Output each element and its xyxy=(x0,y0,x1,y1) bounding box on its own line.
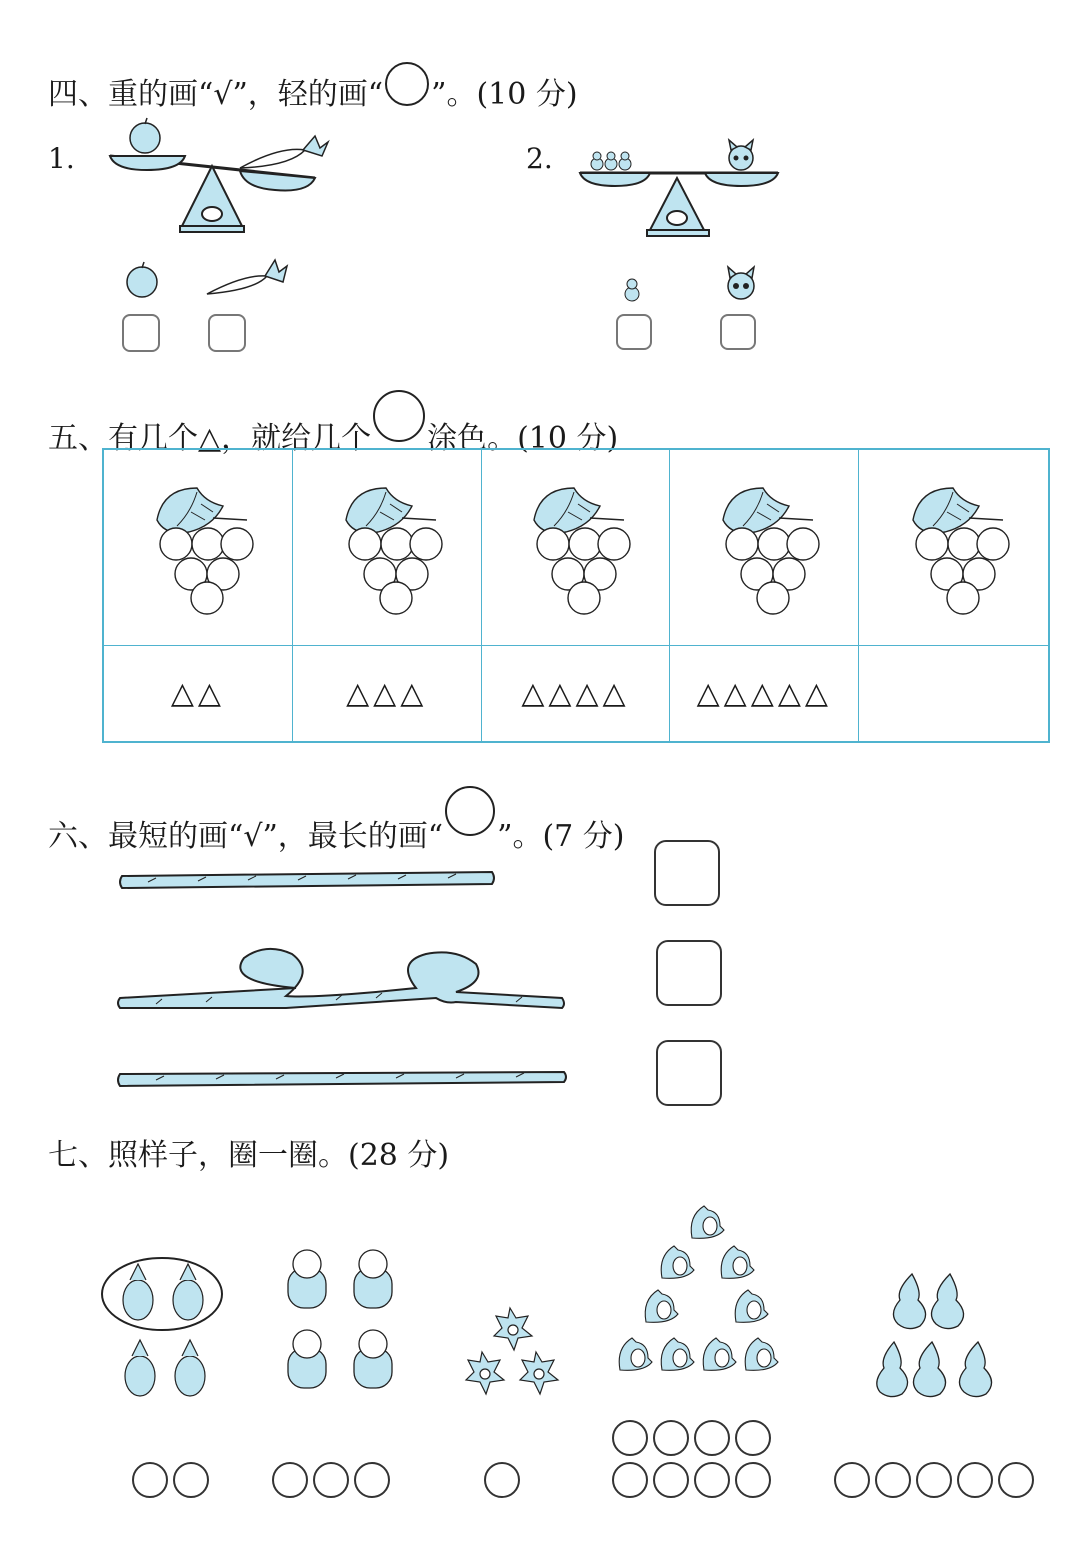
hedgehog-icon xyxy=(619,1338,652,1370)
answer-circle[interactable] xyxy=(957,1462,993,1498)
balance-scale-1 xyxy=(100,118,340,238)
grape-icon xyxy=(332,482,442,612)
grape-icon xyxy=(709,482,819,612)
answer-circle[interactable] xyxy=(653,1420,689,1456)
grape-cell-2[interactable] xyxy=(293,450,482,646)
hedgehog-icon xyxy=(745,1338,778,1370)
carrot-icon xyxy=(240,136,328,168)
answer-circle[interactable] xyxy=(875,1462,911,1498)
answer-circle[interactable] xyxy=(612,1462,648,1498)
answer-circle[interactable] xyxy=(916,1462,952,1498)
answer-circle[interactable] xyxy=(173,1462,209,1498)
rope-long xyxy=(116,1066,570,1090)
hedgehog-icon xyxy=(661,1246,694,1278)
answer-circle[interactable] xyxy=(484,1462,520,1498)
section5-title: 五、有几个△，就给几个 涂色。(10 分) xyxy=(48,390,618,459)
pear-group xyxy=(870,1270,1014,1400)
pineapple-group xyxy=(100,1256,230,1402)
grape-count-table xyxy=(102,448,1050,743)
rope-looped xyxy=(116,942,568,1014)
grape-icon xyxy=(899,482,1009,612)
cat-icon xyxy=(723,264,759,304)
triangle-cell-4 xyxy=(670,646,859,741)
hedgehog-icon xyxy=(661,1338,694,1370)
sheep-group xyxy=(282,1244,402,1400)
answer-circle[interactable] xyxy=(735,1462,771,1498)
answer-circle[interactable] xyxy=(272,1462,308,1498)
hedgehog-group xyxy=(618,1200,790,1400)
answer-box-carrot[interactable] xyxy=(208,314,246,352)
triangle-count: △△ xyxy=(170,676,225,711)
balance-scale-2 xyxy=(575,138,785,238)
answer-circle[interactable] xyxy=(653,1462,689,1498)
triangle-count: △△△△ xyxy=(521,676,630,711)
apple-icon xyxy=(130,118,160,153)
answer-box-rope-2[interactable] xyxy=(656,940,722,1006)
answer-box-rope-3[interactable] xyxy=(656,1040,722,1106)
grape-cell-3[interactable] xyxy=(482,450,671,646)
grape-cell-4[interactable] xyxy=(670,450,859,646)
apple-icon xyxy=(122,260,162,300)
answer-circle[interactable] xyxy=(735,1420,771,1456)
triangle-cell-3 xyxy=(482,646,671,741)
carrot-icon xyxy=(205,256,290,301)
answer-circle[interactable] xyxy=(313,1462,349,1498)
triangle-cell-5 xyxy=(859,646,1048,741)
circle-symbol-icon xyxy=(445,786,495,836)
circle-symbol-icon xyxy=(373,390,425,442)
triangle-count: △△△ xyxy=(346,676,428,711)
answer-circle[interactable] xyxy=(354,1462,390,1498)
answer-circle[interactable] xyxy=(694,1462,730,1498)
cat-icon xyxy=(729,140,753,170)
answer-circle[interactable] xyxy=(834,1462,870,1498)
example-ring-icon xyxy=(102,1258,222,1330)
hedgehog-icon xyxy=(645,1290,678,1322)
rope-short xyxy=(118,868,498,892)
item-2-number: 2. xyxy=(526,142,553,175)
circle-symbol-icon xyxy=(385,62,429,106)
grape-icon xyxy=(143,482,253,612)
grape-cell-1[interactable] xyxy=(104,450,293,646)
section6-title: 六、最短的画“√”，最长的画“ ”。(7 分) xyxy=(48,786,625,857)
triangle-count: △△△△△ xyxy=(696,676,832,711)
item-1-number: 1. xyxy=(48,142,75,175)
answer-circle[interactable] xyxy=(612,1420,648,1456)
answer-circle[interactable] xyxy=(132,1462,168,1498)
flower-group xyxy=(458,1300,564,1400)
answer-box-cat[interactable] xyxy=(720,314,756,350)
answer-box-apple[interactable] xyxy=(122,314,160,352)
hedgehog-icon xyxy=(703,1338,736,1370)
triangle-cell-2 xyxy=(293,646,482,741)
chick-icon xyxy=(620,276,644,304)
triangle-cell-1 xyxy=(104,646,293,741)
hedgehog-icon xyxy=(735,1290,768,1322)
answer-circle[interactable] xyxy=(694,1420,730,1456)
chick-icon xyxy=(591,152,631,170)
section7-title: 七、照样子，圈一圈。(28 分) xyxy=(48,1138,450,1173)
answer-box-rope-1[interactable] xyxy=(654,840,720,906)
answer-circle[interactable] xyxy=(998,1462,1034,1498)
section4-title: 四、重的画“√”，轻的画“ ”。(10 分) xyxy=(48,62,578,115)
grape-cell-5[interactable] xyxy=(859,450,1048,646)
grape-icon xyxy=(520,482,630,612)
hedgehog-icon xyxy=(721,1246,754,1278)
answer-box-chick[interactable] xyxy=(616,314,652,350)
hedgehog-icon xyxy=(691,1206,724,1238)
